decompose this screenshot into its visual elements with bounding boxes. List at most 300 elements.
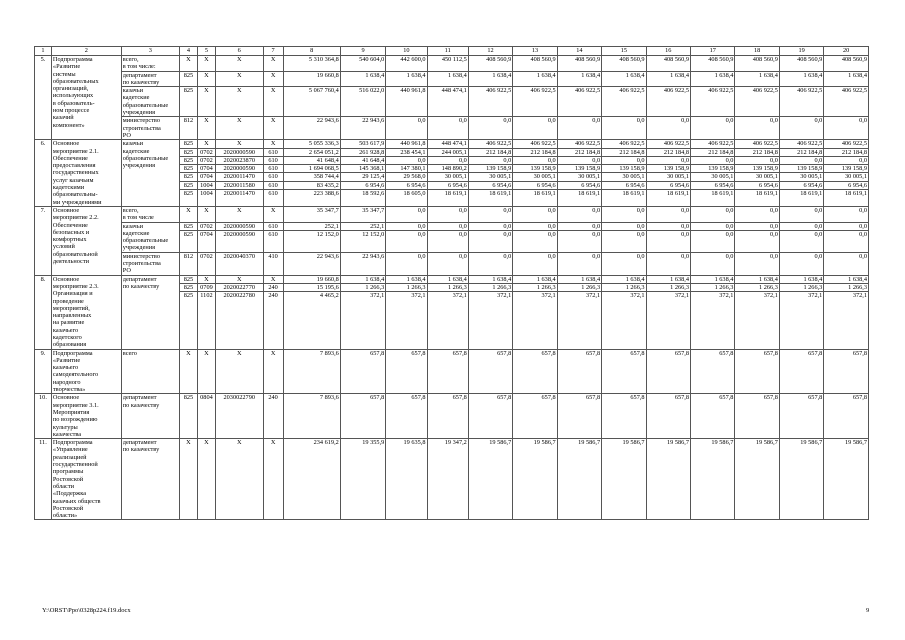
amount-cell: 35 347,7 (283, 206, 340, 222)
program-name-line: услуг казачьим (52, 176, 94, 184)
executor-cell-line: образовательные (122, 154, 169, 162)
amount-cell: 0,0 (735, 206, 779, 222)
amount-cell: 145 368,1 (340, 165, 386, 173)
amount-cell: 0,0 (602, 206, 646, 222)
amount-cell: 0,0 (468, 117, 512, 140)
program-name-line: мероприятие 2.2. (52, 214, 99, 222)
table-row (35, 394, 869, 439)
amount-cell: 1 266,3 (735, 283, 779, 291)
amount-cell: 1 266,3 (386, 283, 427, 291)
column-header: 20 (824, 47, 869, 56)
amount-cell: 29 568,0 (386, 173, 427, 181)
amount-cell: 1 266,3 (427, 283, 468, 291)
amount-cell: 0,0 (602, 252, 646, 275)
amount-cell: 1 638,4 (779, 71, 823, 87)
table-row (35, 56, 869, 72)
program-name-line: безопасных и (52, 228, 90, 236)
program-name (51, 439, 121, 520)
amount-cell: 19 586,7 (824, 439, 869, 520)
column-header: 15 (602, 47, 646, 56)
amount-cell: 657,8 (468, 394, 512, 439)
executor-cell-line: казачьи (122, 222, 143, 230)
program-name-line: Подпрограмма (52, 56, 93, 63)
amount-cell: 408 560,9 (824, 56, 869, 72)
program-name-line: Мероприятия (52, 408, 90, 416)
amount-cell: 0,0 (646, 206, 690, 222)
amount-cell: 448 474,1 (427, 140, 468, 148)
expense-type-code: 610 (263, 173, 283, 181)
amount-cell: 0,0 (557, 222, 601, 230)
column-header: 6 (215, 47, 263, 56)
target-article-code: X (215, 140, 263, 148)
amount-cell: 30 005,1 (602, 173, 646, 181)
amount-cell: 22 943,6 (283, 117, 340, 140)
program-name (51, 349, 121, 394)
amount-cell: 0,0 (386, 230, 427, 252)
executor-cell-line: кадетские (122, 147, 150, 155)
amount-cell: 657,8 (513, 394, 557, 439)
column-header: 10 (386, 47, 427, 56)
amount-cell: 1 638,4 (557, 275, 601, 283)
amount-cell: 0,0 (557, 230, 601, 252)
amount-cell: 408 560,9 (691, 56, 735, 72)
program-name-line: кадетскими (52, 184, 85, 192)
expense-type-code: X (263, 56, 283, 72)
amount-cell: 19 586,7 (735, 439, 779, 520)
amount-cell: 6 954,6 (691, 181, 735, 189)
amount-cell: 657,8 (340, 394, 386, 439)
row-number: 7. (35, 206, 52, 275)
column-header: 5 (197, 47, 215, 56)
amount-cell: 657,8 (468, 349, 512, 394)
target-article-code: 2020000590 (215, 148, 263, 156)
table-row (35, 275, 869, 283)
amount-cell: 19 586,7 (513, 439, 557, 520)
amount-cell: 0,0 (691, 252, 735, 275)
amount-cell: 0,0 (386, 117, 427, 140)
program-name (51, 394, 121, 439)
amount-cell: 657,8 (557, 349, 601, 394)
amount-cell: 406 922,5 (824, 140, 869, 148)
program-name-line: Основное (52, 206, 80, 214)
program-name-line: организаций, (52, 85, 89, 93)
amount-cell: 19 586,7 (779, 439, 823, 520)
amount-cell: 0,0 (602, 156, 646, 164)
executor-cell-line: РО (122, 267, 131, 275)
amount-cell: 0,0 (557, 206, 601, 222)
amount-cell: 212 184,8 (691, 148, 735, 156)
amount-cell: 408 560,9 (557, 56, 601, 72)
column-header: 13 (513, 47, 557, 56)
amount-cell: 5 067 760,4 (283, 87, 340, 117)
amount-cell: 18 592,6 (340, 190, 386, 207)
amount-cell: 372,1 (602, 292, 646, 349)
amount-cell: 0,0 (646, 156, 690, 164)
amount-cell: 1 638,4 (468, 71, 512, 87)
amount-cell: 0,0 (691, 156, 735, 164)
executor-cell-line: департамент (122, 394, 157, 402)
amount-cell: 0,0 (602, 222, 646, 230)
section-code: X (197, 349, 215, 394)
program-name-line: Обеспечение (52, 154, 88, 162)
amount-cell: 657,8 (386, 349, 427, 394)
amount-cell: 1 638,4 (646, 275, 690, 283)
amount-cell: 223 388,6 (283, 190, 340, 207)
amount-cell: 0,0 (427, 222, 468, 230)
expense-type-code: 610 (263, 222, 283, 230)
amount-cell: 0,0 (468, 252, 512, 275)
amount-cell: 212 184,8 (824, 148, 869, 156)
amount-cell: 19 586,7 (691, 439, 735, 520)
program-name-line: Ростовской (52, 475, 84, 483)
column-header: 19 (779, 47, 823, 56)
amount-cell: 372,1 (646, 292, 690, 349)
executor-cell-line: в том числе: (122, 63, 156, 71)
executor-cell-line: министерство (122, 252, 160, 260)
executor-cell (121, 222, 179, 252)
amount-cell: 1 638,4 (340, 275, 386, 283)
executor-cell (121, 206, 179, 222)
amount-cell: 30 005,1 (427, 173, 468, 181)
column-header: 7 (263, 47, 283, 56)
executor-cell-line: всего, (122, 56, 139, 63)
column-header: 2 (51, 47, 121, 56)
amount-cell: 212 184,8 (646, 148, 690, 156)
program-name-line: народного (52, 378, 81, 386)
grbs-code: 825 (179, 71, 197, 87)
executor-cell-line: министерство (122, 117, 160, 125)
amount-cell: 406 922,5 (779, 87, 823, 117)
amount-cell: 15 195,6 (283, 283, 340, 291)
program-name-line: предоставления (52, 162, 96, 170)
amount-cell: 657,8 (602, 394, 646, 439)
amount-cell: 18 619,1 (557, 190, 601, 207)
amount-cell: 440 961,8 (386, 87, 427, 117)
amount-cell: 0,0 (557, 117, 601, 140)
amount-cell: 0,0 (468, 156, 512, 164)
amount-cell: 6 954,6 (468, 181, 512, 189)
program-name (51, 140, 121, 207)
amount-cell: 6 954,6 (779, 181, 823, 189)
program-name-line: государственных (52, 169, 99, 177)
amount-cell: 0,0 (691, 222, 735, 230)
amount-cell: 442 600,0 (386, 56, 427, 72)
amount-cell: 1 266,3 (691, 283, 735, 291)
amount-cell: 372,1 (824, 292, 869, 349)
column-header: 11 (427, 47, 468, 56)
column-header: 16 (646, 47, 690, 56)
amount-cell: 0,0 (602, 117, 646, 140)
amount-cell: 0,0 (468, 230, 512, 252)
amount-cell: 657,8 (602, 349, 646, 394)
amount-cell: 408 560,9 (602, 56, 646, 72)
amount-cell: 18 619,1 (691, 190, 735, 207)
amount-cell: 18 619,1 (427, 190, 468, 207)
amount-cell: 372,1 (513, 292, 557, 349)
amount-cell: 372,1 (557, 292, 601, 349)
grbs-code: 812 (179, 252, 197, 275)
target-article-code: X (215, 71, 263, 87)
row-number: 6. (35, 140, 52, 207)
amount-cell: 18 619,1 (824, 190, 869, 207)
budget-table-sheet (34, 46, 869, 520)
grbs-code: X (179, 56, 197, 72)
amount-cell: 0,0 (646, 222, 690, 230)
grbs-code: X (179, 439, 197, 520)
table-row (35, 206, 869, 222)
executor-cell-line: строительства (122, 260, 161, 268)
amount-cell: 0,0 (513, 252, 557, 275)
amount-cell: 657,8 (824, 349, 869, 394)
program-name-line: образовательны- (52, 191, 98, 199)
program-name (51, 275, 121, 349)
executor-cell-line: всего (122, 349, 137, 357)
program-name-line: «Поддержка (52, 490, 87, 498)
table-row (35, 222, 869, 230)
expense-type-code: 610 (263, 156, 283, 164)
program-name-line: мероприятие 2.3. (52, 282, 99, 290)
expense-type-code: 240 (263, 283, 283, 291)
amount-cell: 30 005,1 (646, 173, 690, 181)
target-article-code: 2020022770 (215, 283, 263, 291)
amount-cell: 0,0 (557, 156, 601, 164)
grbs-code: 825 (179, 230, 197, 252)
amount-cell: 18 619,1 (468, 190, 512, 207)
amount-cell: 148 890,2 (427, 165, 468, 173)
amount-cell: 30 005,1 (779, 173, 823, 181)
page-number: 9 (866, 607, 870, 614)
grbs-code: 812 (179, 117, 197, 140)
amount-cell: 372,1 (735, 292, 779, 349)
executor-cell-line: по казачеству (122, 282, 160, 290)
amount-cell: 1 638,4 (386, 71, 427, 87)
amount-cell: 657,8 (427, 349, 468, 394)
amount-cell: 1 638,4 (735, 71, 779, 87)
section-code: X (197, 206, 215, 222)
amount-cell: 0,0 (735, 230, 779, 252)
amount-cell: 406 922,5 (468, 87, 512, 117)
section-code: 0709 (197, 283, 215, 291)
program-name-line: использующих (52, 92, 94, 100)
amount-cell: 0,0 (427, 206, 468, 222)
section-code: 1102 (197, 292, 215, 349)
amount-cell: 19 586,7 (557, 439, 601, 520)
amount-cell: 406 922,5 (646, 140, 690, 148)
program-name (51, 206, 121, 275)
program-name-line: направленных (52, 312, 92, 320)
amount-cell: 1 638,4 (468, 275, 512, 283)
amount-cell: 139 158,9 (691, 165, 735, 173)
amount-cell: 408 560,9 (779, 56, 823, 72)
program-name-line: программы (52, 468, 84, 476)
amount-cell: 1 266,3 (513, 283, 557, 291)
amount-cell: 1 638,4 (691, 275, 735, 283)
program-name-line: образовательных (52, 77, 99, 85)
amount-cell: 5 055 336,3 (283, 140, 340, 148)
amount-cell: 1 694 068,5 (283, 165, 340, 173)
amount-cell: 19 586,7 (646, 439, 690, 520)
executor-cell-line: РО (122, 131, 131, 139)
program-name-line: государственной (52, 461, 98, 469)
program-name-line: культуры (52, 423, 78, 431)
amount-cell: 0,0 (691, 206, 735, 222)
column-header: 3 (121, 47, 179, 56)
program-name-line: кадетского (52, 333, 82, 341)
expense-type-code: X (263, 71, 283, 87)
amount-cell: 6 954,6 (340, 181, 386, 189)
expense-type-code: 240 (263, 292, 283, 349)
amount-cell: 1 638,4 (602, 275, 646, 283)
amount-cell: 244 005,1 (427, 148, 468, 156)
amount-cell: 5 310 364,8 (283, 56, 340, 72)
amount-cell: 372,1 (340, 292, 386, 349)
program-name-line: образования (52, 341, 87, 349)
amount-cell: 0,0 (779, 206, 823, 222)
section-code: 0704 (197, 230, 215, 252)
amount-cell: 372,1 (427, 292, 468, 349)
amount-cell: 212 184,8 (557, 148, 601, 156)
executor-cell (121, 349, 179, 394)
amount-cell: 30 005,1 (824, 173, 869, 181)
amount-cell: 0,0 (779, 252, 823, 275)
executor-cell-line: по казачеству (122, 78, 160, 86)
amount-cell: 4 465,2 (283, 292, 340, 349)
table-row (35, 252, 869, 275)
amount-cell: 18 605,0 (386, 190, 427, 207)
document-path: Y:\ORST\Ppo\0328p224.f19.docx (42, 607, 131, 614)
column-header: 17 (691, 47, 735, 56)
amount-cell: 657,8 (691, 349, 735, 394)
amount-cell: 0,0 (427, 117, 468, 140)
amount-cell: 139 158,9 (824, 165, 869, 173)
amount-cell: 12 152,0 (340, 230, 386, 252)
amount-cell: 238 454,1 (386, 148, 427, 156)
amount-cell: 0,0 (691, 230, 735, 252)
amount-cell: 212 184,8 (513, 148, 557, 156)
program-name-line: системы (52, 70, 76, 78)
column-header: 8 (283, 47, 340, 56)
amount-cell: 2 654 051,2 (283, 148, 340, 156)
amount-cell: 19 635,8 (386, 439, 427, 520)
amount-cell: 657,8 (427, 394, 468, 439)
grbs-code: 825 (179, 222, 197, 230)
amount-cell: 30 005,1 (513, 173, 557, 181)
table-row (35, 140, 869, 148)
grbs-code: 825 (179, 394, 197, 439)
amount-cell: 1 266,3 (824, 283, 869, 291)
target-article-code: 2020022780 (215, 292, 263, 349)
amount-cell: 406 922,5 (779, 140, 823, 148)
program-name-line: «Развитие (52, 356, 81, 364)
executor-cell (121, 252, 179, 275)
amount-cell: 1 638,4 (824, 71, 869, 87)
program-name-line: казачьих обществ (52, 497, 101, 505)
program-name (51, 56, 121, 140)
executor-cell (121, 439, 179, 520)
program-name-line: казачьего (52, 326, 79, 334)
program-name-line: Основное (52, 394, 80, 402)
row-number: 9. (35, 349, 52, 394)
grbs-code: X (179, 206, 197, 222)
expense-type-code: 610 (263, 181, 283, 189)
program-name-line: Подпрограмма (52, 349, 93, 357)
amount-cell: 0,0 (386, 206, 427, 222)
program-name-line: Ростовской (52, 504, 84, 512)
amount-cell: 139 158,9 (735, 165, 779, 173)
grbs-code: X (179, 349, 197, 394)
amount-cell: 139 158,9 (468, 165, 512, 173)
executor-cell-line: кадетские (122, 229, 150, 237)
amount-cell: 41 648,4 (283, 156, 340, 164)
amount-cell: 41 648,4 (340, 156, 386, 164)
amount-cell: 0,0 (602, 230, 646, 252)
amount-cell: 0,0 (386, 156, 427, 164)
amount-cell: 18 619,1 (646, 190, 690, 207)
amount-cell: 1 266,3 (340, 283, 386, 291)
executor-cell (121, 140, 179, 207)
grbs-code: 825 (179, 156, 197, 164)
amount-cell: 0,0 (824, 252, 869, 275)
program-name-line: Организация и (52, 290, 93, 298)
executor-cell-line: учреждения (122, 244, 156, 252)
program-name-line: казачества (52, 430, 82, 438)
amount-cell: 0,0 (427, 230, 468, 252)
amount-cell: 406 922,5 (557, 87, 601, 117)
amount-cell: 657,8 (557, 394, 601, 439)
amount-cell: 0,0 (735, 156, 779, 164)
amount-cell: 6 954,6 (602, 181, 646, 189)
target-article-code: X (215, 56, 263, 72)
amount-cell: 372,1 (779, 292, 823, 349)
row-number: 11. (35, 439, 52, 520)
target-article-code: 2020011580 (215, 181, 263, 189)
expense-type-code: 610 (263, 148, 283, 156)
amount-cell: 1 638,4 (824, 275, 869, 283)
amount-cell: 406 922,5 (557, 140, 601, 148)
amount-cell: 0,0 (386, 222, 427, 230)
amount-cell: 0,0 (779, 156, 823, 164)
amount-cell: 408 560,9 (513, 56, 557, 72)
amount-cell: 139 158,9 (602, 165, 646, 173)
amount-cell: 1 266,3 (557, 283, 601, 291)
executor-cell-line: департамент (122, 439, 157, 447)
amount-cell: 6 954,6 (513, 181, 557, 189)
executor-cell (121, 117, 179, 140)
amount-cell: 0,0 (824, 230, 869, 252)
amount-cell: 252,1 (340, 222, 386, 230)
amount-cell: 1 638,4 (602, 71, 646, 87)
target-article-code: 2020000590 (215, 222, 263, 230)
amount-cell: 234 619,2 (283, 439, 340, 520)
column-header: 9 (340, 47, 386, 56)
row-number: 5. (35, 56, 52, 140)
program-name-line: самодеятельного (52, 371, 99, 379)
section-code: 0704 (197, 165, 215, 173)
amount-cell: 0,0 (513, 156, 557, 164)
amount-cell: 657,8 (513, 349, 557, 394)
amount-cell: 0,0 (513, 230, 557, 252)
grbs-code: 825 (179, 165, 197, 173)
table-row (35, 117, 869, 140)
column-header: 18 (735, 47, 779, 56)
amount-cell: 212 184,8 (735, 148, 779, 156)
program-name-line: Подпрограмма (52, 439, 93, 447)
amount-cell: 19 355,9 (340, 439, 386, 520)
amount-cell: 372,1 (468, 292, 512, 349)
program-name-line: Основное (52, 275, 80, 283)
executor-cell-line: департамент (122, 71, 157, 79)
target-article-code: X (215, 206, 263, 222)
